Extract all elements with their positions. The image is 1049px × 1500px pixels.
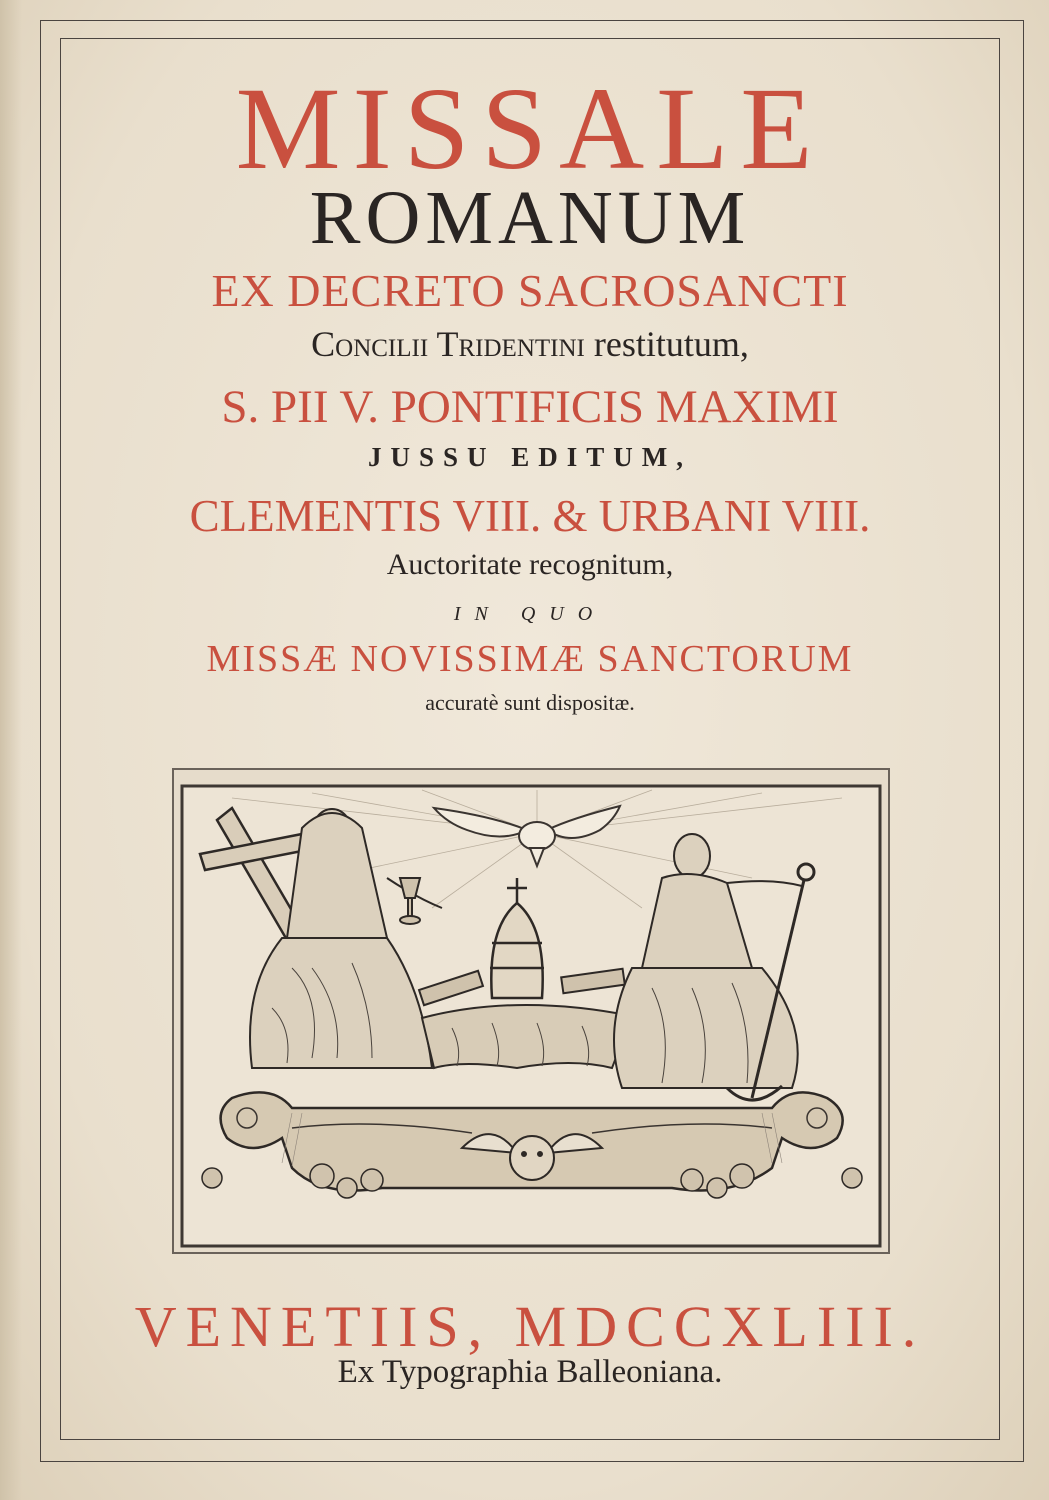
concilii-tridentini-text: Concilii Tridentini — [311, 324, 585, 364]
restitutum-text: restitutum, — [593, 324, 749, 364]
subtitle-pii-v: S. PII V. PONTIFICIS MAXIMI — [221, 381, 839, 433]
title-missale: MISSALE — [235, 63, 825, 194]
subtitle-concilii — [62, 326, 998, 362]
imprint-printer: Ex Typographia Balleoniana. — [337, 1354, 723, 1390]
subtitle-jussu-editum: JUSSU EDITUM, — [367, 442, 693, 472]
engraving-illustration — [172, 768, 890, 1254]
drapery — [422, 1005, 632, 1068]
subtitle-ex-decreto: EX DECRETO SACROSANCTI — [211, 265, 849, 316]
subtitle-accurate: accuratè sunt dispositæ. — [425, 690, 635, 715]
title-romanum: ROMANUM — [309, 176, 751, 260]
page-edge-shadow — [0, 0, 22, 1500]
subtitle-missae-novissimae: MISSÆ NOVISSIMÆ SANCTORUM — [206, 638, 854, 680]
imprint-venetiis: VENETIIS, MDCCXLIII. — [134, 1294, 926, 1359]
subtitle-in-quo: IN QUO — [453, 603, 607, 625]
subtitle-auctoritate: Auctoritate recognitum, — [386, 548, 674, 581]
subtitle-clementis: CLEMENTIS VIII. & URBANI VIII. — [189, 491, 871, 541]
